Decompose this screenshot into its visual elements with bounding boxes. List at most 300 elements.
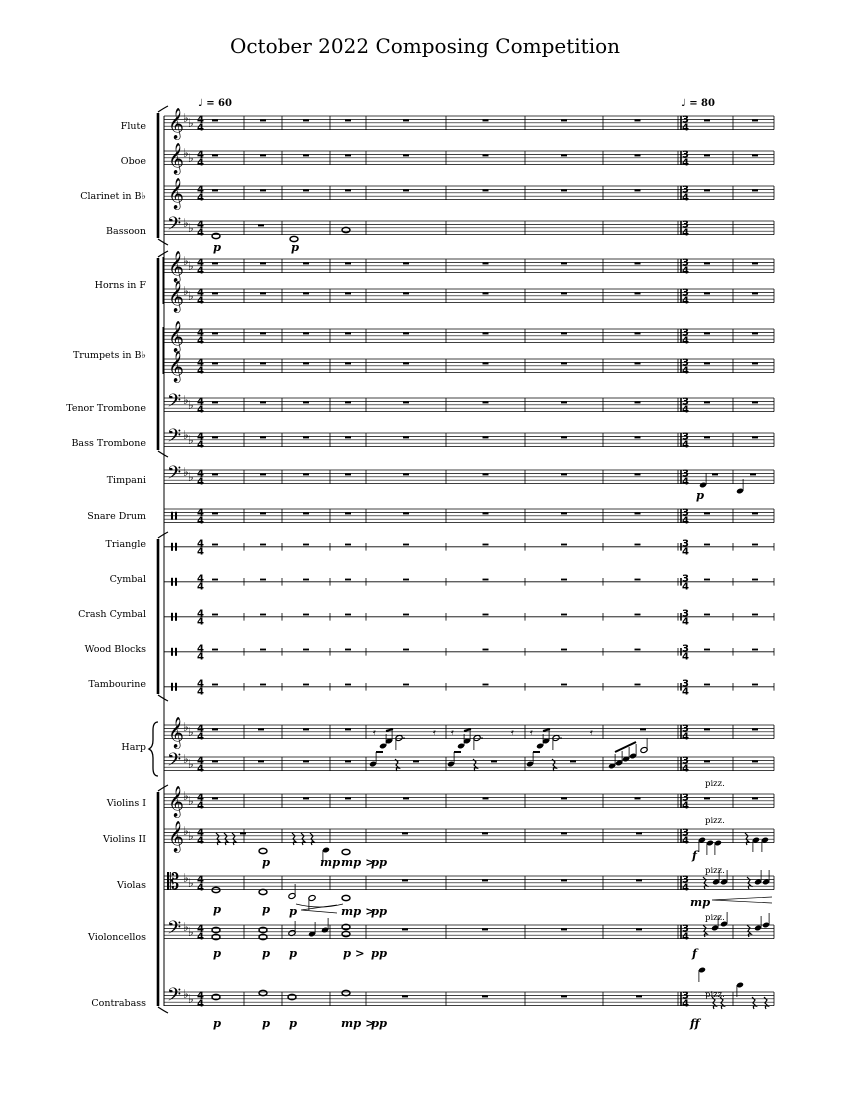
flat-sign-icon: ♭ [188, 259, 194, 273]
crescendo-hairpin [712, 897, 772, 903]
time-signature-bottom: 4 [682, 651, 689, 663]
treble-clef-icon: 𝄞 [168, 350, 184, 382]
time-signature-bottom: 4 [682, 998, 689, 1010]
time-signature-bottom: 4 [197, 365, 204, 377]
whole-rest [260, 437, 266, 439]
whole-rest [561, 579, 567, 581]
whole-rest [752, 544, 758, 546]
flat-sign-icon: ♭ [183, 465, 189, 479]
whole-rest [403, 333, 409, 335]
time-signature-top: 4 [197, 357, 204, 369]
percussion-clef-icon [175, 512, 177, 520]
time-signature-bottom: 4 [197, 800, 204, 812]
whole-rest [752, 761, 758, 763]
whole-rest [561, 880, 567, 882]
time-signature-bottom: 4 [197, 157, 204, 169]
whole-rest [561, 293, 567, 295]
instrument-label-tambourine: Tambourine [88, 679, 146, 690]
flat-sign-icon: ♭ [183, 920, 189, 934]
whole-rest [260, 293, 266, 295]
whole-rest [704, 761, 710, 763]
treble-clef-icon: 𝄞 [168, 280, 184, 312]
whole-rest [635, 190, 641, 192]
whole-rest [345, 120, 351, 122]
whole-rest [483, 363, 489, 365]
whole-rest [635, 333, 641, 335]
flat-sign-icon: ♭ [183, 428, 189, 442]
time-signature-bottom: 4 [682, 581, 689, 593]
percussion-clef-icon [175, 648, 177, 656]
sixteenth-rest: 𝄿 [511, 728, 514, 738]
bass-clef-icon: 𝄢 [167, 390, 182, 416]
time-signature-bottom: 4 [197, 835, 204, 847]
dynamic-p: p [262, 902, 271, 916]
treble-clef-icon: 𝄞 [168, 785, 184, 817]
whole-rest [260, 363, 266, 365]
flat-sign-icon: ♭ [188, 470, 194, 484]
time-signature-top: 4 [197, 723, 204, 735]
flat-sign-icon: ♭ [183, 146, 189, 160]
whole-rest [704, 155, 710, 157]
bass-clef-icon: 𝄢 [167, 213, 182, 239]
whole-rest [752, 649, 758, 651]
time-signature-top: 3 [682, 792, 689, 804]
whole-rest [303, 155, 309, 157]
whole-rest [212, 437, 218, 439]
whole-rest [483, 513, 489, 515]
whole-rest [483, 579, 489, 581]
treble-clef-icon: 𝄞 [168, 177, 184, 209]
whole-rest [402, 880, 408, 882]
whole-rest [303, 190, 309, 192]
sixteenth-rest: 𝄿 [451, 728, 454, 738]
whole-rest [260, 120, 266, 122]
instrument-label-trumpets: Trumpets in B♭ [72, 350, 146, 361]
whole-rest [212, 649, 218, 651]
whole-rest [636, 996, 642, 998]
flat-sign-icon: ♭ [188, 757, 194, 771]
whole-rest [403, 263, 409, 265]
time-signature-top: 3 [682, 219, 689, 231]
whole-rest [561, 833, 567, 835]
whole-rest [635, 120, 641, 122]
percussion-bracket [158, 695, 168, 701]
whole-rest [704, 190, 710, 192]
flat-sign-icon: ♭ [183, 752, 189, 766]
whole-rest [345, 684, 351, 686]
slur [296, 904, 343, 907]
treble-clef-icon: 𝄞 [168, 820, 184, 852]
whole-rest [303, 120, 309, 122]
time-signature-top: 3 [682, 184, 689, 196]
whole-rest [635, 263, 641, 265]
dot [403, 737, 405, 739]
whole-rest [483, 614, 489, 616]
time-signature-top: 3 [682, 723, 689, 735]
time-signature-top: 4 [197, 792, 204, 804]
bass-clef-icon: 𝄢 [167, 984, 182, 1010]
whole-rest [704, 513, 710, 515]
whole-rest [212, 120, 218, 122]
time-signature-bottom: 4 [682, 931, 689, 943]
time-signature-bottom: 4 [682, 616, 689, 628]
time-signature-bottom: 4 [682, 835, 689, 847]
whole-rest [403, 614, 409, 616]
sixteenth-rest: 𝄿 [433, 728, 436, 738]
time-signature-bottom: 4 [682, 882, 689, 894]
whole-rest [303, 474, 309, 476]
time-signature-top: 4 [197, 327, 204, 339]
whole-rest [303, 513, 309, 515]
percussion-bracket [158, 532, 168, 538]
whole-rest [303, 729, 309, 731]
flat-sign-icon: ♭ [188, 398, 194, 412]
dynamic-p: p [262, 1016, 271, 1030]
whole-rest [303, 544, 309, 546]
whole-rest [483, 684, 489, 686]
whole-rest [561, 363, 567, 365]
whole-rest [561, 402, 567, 404]
tempo-marking-80: ♩ = 80 [681, 98, 715, 109]
whole-rest [752, 190, 758, 192]
time-signature-bottom: 4 [197, 295, 204, 307]
whole-rest [752, 120, 758, 122]
whole-rest [752, 333, 758, 335]
beam [615, 742, 636, 752]
treble-clef-icon: 𝄞 [168, 142, 184, 174]
whole-rest [483, 798, 489, 800]
dynamic-mp: mp [690, 895, 711, 909]
whole-rest [345, 649, 351, 651]
alto-clef-icon: 𝄡 [167, 869, 180, 895]
dynamic-f: f [692, 946, 697, 960]
instrument-label-clarinet: Clarinet in B♭ [80, 191, 146, 202]
time-signature-bottom: 4 [197, 581, 204, 593]
whole-rest [561, 333, 567, 335]
time-signature-bottom: 4 [197, 931, 204, 943]
whole-rest [403, 579, 409, 581]
dot [481, 737, 483, 739]
whole-rest [258, 729, 264, 731]
brass-bracket [158, 251, 168, 257]
whole-rest [635, 437, 641, 439]
whole-rest [345, 544, 351, 546]
whole-rest [303, 402, 309, 404]
whole-rest [561, 474, 567, 476]
bass-clef-icon: 𝄢 [167, 917, 182, 943]
time-signature-bottom: 4 [682, 800, 689, 812]
whole-rest [561, 513, 567, 515]
time-signature-top: 3 [682, 357, 689, 369]
whole-rest [403, 155, 409, 157]
instrument-label-timpani: Timpani [106, 475, 146, 486]
whole-rest [483, 190, 489, 192]
quarter-rest [395, 759, 399, 771]
half-rest [570, 761, 576, 763]
time-signature-bottom: 4 [682, 439, 689, 451]
time-signature-bottom: 4 [197, 439, 204, 451]
whole-rest [561, 649, 567, 651]
woodwind-bracket [158, 239, 168, 245]
dynamic-ff: ff [690, 1016, 700, 1030]
whole-rest [636, 833, 642, 835]
whole-rest [260, 614, 266, 616]
flat-sign-icon: ♭ [188, 221, 194, 235]
whole-rest [403, 684, 409, 686]
whole-rest [704, 437, 710, 439]
instrument-label-snare-drum: Snare Drum [87, 511, 146, 522]
flat-sign-icon: ♭ [188, 725, 194, 739]
whole-rest [752, 684, 758, 686]
whole-rest [212, 155, 218, 157]
whole-rest [303, 761, 309, 763]
time-signature-top: 4 [197, 468, 204, 480]
instrument-label-flute: Flute [120, 121, 146, 132]
whole-rest [403, 649, 409, 651]
whole-rest [752, 579, 758, 581]
percussion-clef-icon [171, 613, 173, 621]
instrument-label-crash-cymbal: Crash Cymbal [78, 609, 146, 620]
flat-sign-icon: ♭ [188, 116, 194, 130]
whole-rest [483, 155, 489, 157]
whole-rest [345, 155, 351, 157]
dynamic-f: f [692, 848, 697, 862]
time-signature-bottom: 4 [682, 265, 689, 277]
whole-rest [704, 293, 710, 295]
whole-rest [403, 513, 409, 515]
whole-rest [212, 363, 218, 365]
dynamic-p: p [262, 946, 271, 960]
whole-rest [212, 798, 218, 800]
percussion-clef-icon [175, 578, 177, 586]
whole-rest [561, 798, 567, 800]
whole-rest [260, 513, 266, 515]
percussion-clef-icon [175, 543, 177, 551]
time-signature-top: 3 [682, 431, 689, 443]
time-signature-bottom: 4 [682, 157, 689, 169]
whole-rest [303, 293, 309, 295]
bass-clef-icon: 𝄢 [167, 749, 182, 775]
whole-rest [704, 544, 710, 546]
flat-sign-icon: ♭ [188, 794, 194, 808]
whole-rest [345, 437, 351, 439]
percussion-clef-icon [171, 512, 173, 520]
time-signature-top: 4 [197, 287, 204, 299]
whole-rest [635, 474, 641, 476]
flat-sign-icon: ♭ [183, 789, 189, 803]
dynamic-mp-accent: mp > [341, 1016, 375, 1030]
dynamic-p: p [289, 946, 298, 960]
time-signature-bottom: 4 [682, 763, 689, 775]
time-signature-bottom: 4 [197, 731, 204, 743]
time-signature-bottom: 4 [197, 882, 204, 894]
whole-rest [635, 293, 641, 295]
flat-sign-icon: ♭ [183, 720, 189, 734]
whole-rest [345, 474, 351, 476]
instrument-label-harp: Harp [121, 742, 146, 753]
sixteenth-rest: 𝄿 [590, 728, 593, 738]
whole-rest [704, 684, 710, 686]
time-signature-top: 4 [197, 257, 204, 269]
whole-rest [635, 402, 641, 404]
time-signature-top: 3 [682, 990, 689, 1002]
whole-rest [483, 544, 489, 546]
flat-sign-icon: ♭ [183, 987, 189, 1001]
time-signature-bottom: 4 [197, 998, 204, 1010]
time-signature-top: 4 [197, 678, 204, 690]
instrument-label-violins-1: Violins I [106, 798, 146, 809]
half-rest [750, 474, 756, 476]
time-signature-bottom: 4 [197, 227, 204, 239]
time-signature-top: 3 [682, 538, 689, 550]
dynamic-pp: pp [371, 946, 388, 960]
whole-rest [212, 402, 218, 404]
bass-clef-icon: 𝄢 [167, 425, 182, 451]
time-signature-top: 3 [682, 923, 689, 935]
whole-rest [704, 263, 710, 265]
whole-note [342, 895, 350, 900]
whole-rest [403, 363, 409, 365]
flat-sign-icon: ♭ [183, 216, 189, 230]
pizz-marking: pizz. [705, 990, 725, 1000]
dynamic-p: p [213, 1016, 222, 1030]
time-signature-top: 3 [682, 149, 689, 161]
whole-rest [303, 333, 309, 335]
dynamic-p: p [289, 1016, 298, 1030]
dynamic-mp-accent: mp > [341, 904, 375, 918]
whole-note [290, 236, 298, 241]
whole-rest [303, 798, 309, 800]
time-signature-top: 4 [197, 874, 204, 886]
time-signature-bottom: 4 [197, 476, 204, 488]
whole-rest [483, 263, 489, 265]
whole-rest [482, 833, 488, 835]
whole-rest [482, 880, 488, 882]
whole-note [342, 849, 350, 854]
whole-rest [260, 474, 266, 476]
treble-clef-icon: 𝄞 [168, 250, 184, 282]
whole-rest [483, 120, 489, 122]
time-signature-top: 4 [197, 184, 204, 196]
dynamic-pp: pp [371, 855, 388, 869]
dynamic-p: p [696, 488, 705, 502]
time-signature-top: 3 [682, 396, 689, 408]
time-signature-bottom: 4 [682, 335, 689, 347]
treble-clef-icon: 𝄞 [168, 107, 184, 139]
instrument-label-cymbal: Cymbal [109, 574, 146, 585]
whole-rest [402, 996, 408, 998]
time-signature-top: 3 [682, 827, 689, 839]
whole-rest [561, 684, 567, 686]
time-signature-top: 3 [682, 507, 689, 519]
time-signature-bottom: 4 [682, 227, 689, 239]
whole-rest [345, 363, 351, 365]
whole-rest [212, 474, 218, 476]
dynamic-pp: pp [371, 1016, 388, 1030]
whole-rest [260, 263, 266, 265]
whole-rest [303, 579, 309, 581]
whole-rest [258, 761, 264, 763]
whole-rest [483, 437, 489, 439]
time-signature-bottom: 4 [197, 546, 204, 558]
treble-clef-icon: 𝄞 [168, 320, 184, 352]
whole-rest [403, 190, 409, 192]
instrument-label-wood-blocks: Wood Blocks [84, 644, 146, 655]
whole-rest [482, 929, 488, 931]
whole-rest [260, 402, 266, 404]
flat-sign-icon: ♭ [188, 433, 194, 447]
whole-rest [704, 333, 710, 335]
whole-rest [403, 402, 409, 404]
percussion-clef-icon [175, 683, 177, 691]
whole-rest [636, 880, 642, 882]
whole-rest [635, 684, 641, 686]
flat-sign-icon: ♭ [183, 871, 189, 885]
whole-rest [212, 190, 218, 192]
whole-rest [483, 649, 489, 651]
whole-rest [345, 293, 351, 295]
whole-rest [345, 761, 351, 763]
dynamic-mp: mp [320, 855, 341, 869]
dynamic-p: p [213, 946, 222, 960]
time-signature-top: 4 [197, 573, 204, 585]
pizz-marking: pizz. [705, 866, 725, 876]
whole-rest [212, 263, 218, 265]
instrument-label-bassoon: Bassoon [106, 226, 146, 237]
whole-note [259, 848, 267, 853]
time-signature-bottom: 4 [197, 122, 204, 134]
whole-rest [704, 729, 710, 731]
harp-brace [149, 722, 158, 776]
whole-rest [752, 263, 758, 265]
time-signature-bottom: 4 [197, 192, 204, 204]
whole-rest [345, 402, 351, 404]
whole-rest [260, 190, 266, 192]
flat-sign-icon: ♭ [188, 925, 194, 939]
whole-rest [303, 437, 309, 439]
flat-sign-icon: ♭ [188, 829, 194, 843]
whole-rest [345, 614, 351, 616]
dynamic-p-accent: p > [343, 946, 365, 960]
flat-sign-icon: ♭ [183, 111, 189, 125]
whole-rest [752, 293, 758, 295]
instrument-label-violoncellos: Violoncellos [88, 932, 146, 943]
whole-rest [260, 684, 266, 686]
time-signature-top: 3 [682, 874, 689, 886]
time-signature-top: 3 [682, 573, 689, 585]
time-signature-bottom: 4 [682, 404, 689, 416]
whole-rest [561, 263, 567, 265]
whole-rest [636, 929, 642, 931]
whole-rest [402, 833, 408, 835]
time-signature-bottom: 4 [197, 265, 204, 277]
whole-rest [212, 513, 218, 515]
whole-note [259, 990, 267, 995]
whole-rest [212, 579, 218, 581]
whole-rest [403, 437, 409, 439]
whole-rest [483, 333, 489, 335]
whole-rest [561, 614, 567, 616]
whole-rest [345, 798, 351, 800]
time-signature-top: 3 [682, 287, 689, 299]
whole-note [212, 887, 220, 892]
whole-rest [635, 544, 641, 546]
whole-rest [403, 544, 409, 546]
whole-note [212, 233, 220, 238]
sixteenth-rest: 𝄿 [373, 728, 376, 738]
whole-rest [752, 437, 758, 439]
time-signature-bottom: 4 [682, 686, 689, 698]
